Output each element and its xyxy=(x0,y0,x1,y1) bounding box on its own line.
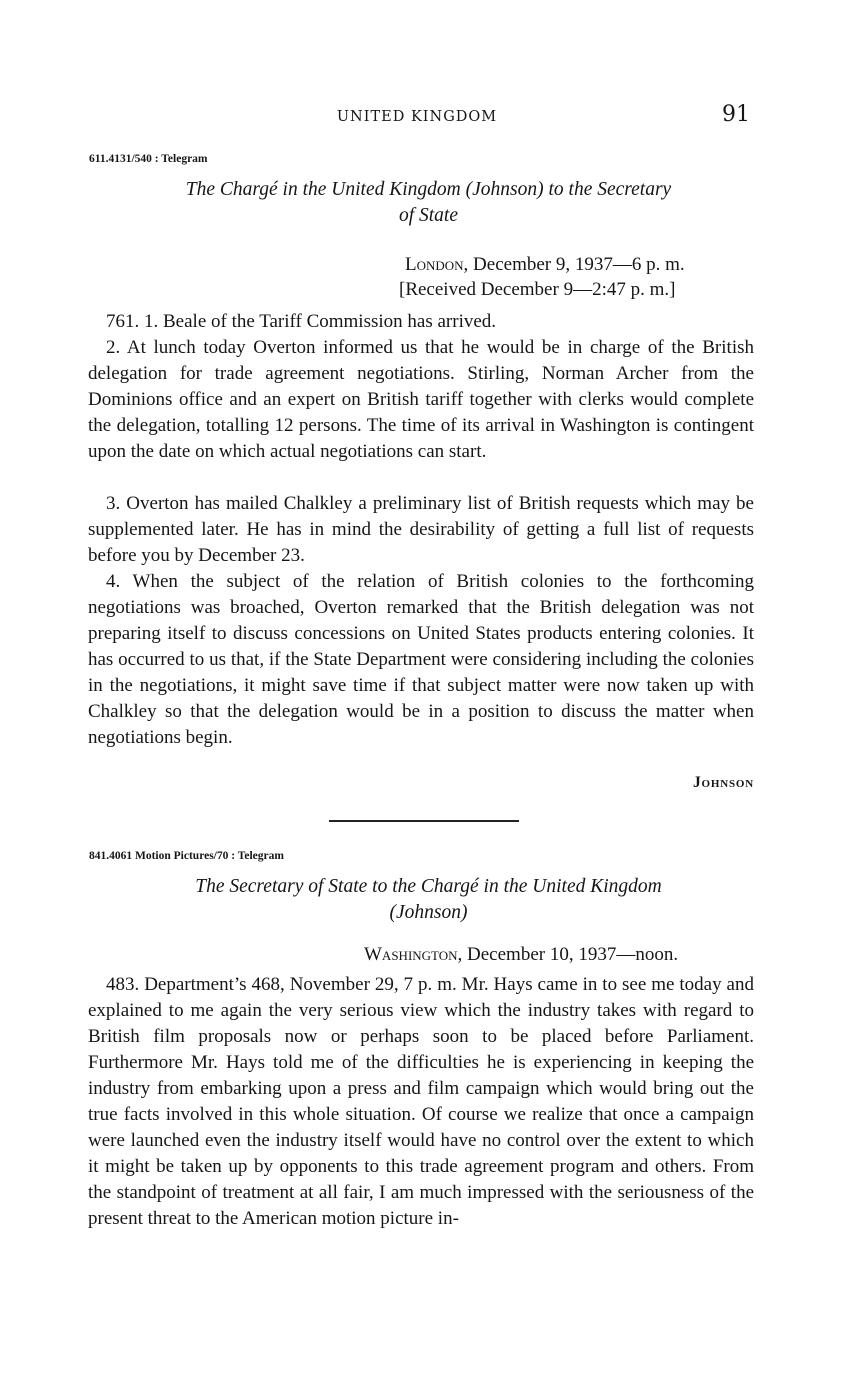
dateline-date: , December 9, 1937—6 p. m. xyxy=(463,254,685,275)
document-title-line: The Chargé in the United Kingdom (Johnson) to the Secretary xyxy=(185,179,672,200)
paragraph: 4. When the subject of the relation of British colonies to the forthcoming negotiations was broached, Overton remarked that the British delegation was not preparing itself to discuss concessions on United States products entering colonies. It has occurred to us that, if the State Department were considering including the colonies in the negotiations, it might save time if that subject matter were now taken up with Chalkley so that the delegation would be in a position to discuss the matter when negotiations begin. xyxy=(88,571,754,748)
running-head xyxy=(0,102,864,130)
document-title-line: The Secretary of State to the Chargé in the United Kingdom xyxy=(195,876,662,897)
signature: Johnson xyxy=(692,774,754,791)
dateline-place: London xyxy=(405,254,464,275)
file-reference: 611.4131/540 : Telegram xyxy=(89,153,208,165)
dateline xyxy=(364,942,678,967)
running-head-title: UNITED KINGDOM xyxy=(336,109,498,125)
file-reference: 841.4061 Motion Pictures/70 : Telegram xyxy=(89,850,284,862)
document-title-line: (Johnson) xyxy=(389,902,468,923)
paragraph: 3. Overton has mailed Chalkley a preliminary list of British requests which may be supplemented later. He has in mind the desirability of getting a full list of requests before you by December 23. xyxy=(88,493,754,566)
dateline xyxy=(405,252,685,277)
dateline-date: , December 10, 1937—noon. xyxy=(457,944,679,965)
document-title xyxy=(96,177,761,229)
dateline-place: Washington xyxy=(364,944,458,965)
received-line: [Received December 9—2:47 p. m.] xyxy=(399,279,676,300)
section-divider xyxy=(329,820,519,822)
document-title-line: of State xyxy=(398,205,459,226)
page-number: 91 xyxy=(722,102,750,127)
paragraph: 483. Department’s 468, November 29, 7 p. m. Mr. Hays came in to see me today and explained to me again the very serious view which the industry takes with regard to British film proposals now or perhaps soon to be placed before Parliament. Furthermore Mr. Hays told me of the difficulties he is experiencing in keeping the industry from embarking upon a press and film campaign which would bring out the true facts involved in this whole situation. Of course we realize that once a campaign were launched even the industry itself would have no control over the extent to which it might be taken up by opponents to this trade agreement program and others. From the standpoint of treatment at all fair, I am much impressed with the seriousness of the present threat to the American motion picture in- xyxy=(88,974,754,1229)
paragraph: 2. At lunch today Overton informed us that he would be in charge of the British delegation for trade agreement negotiations. Stirling, Norman Archer from the Dominions office and an expert on British tariff together with clerks would complete the delegation, totalling 12 persons. The time of its arrival in Washington is contingent upon the date on which actual negotiations can start. xyxy=(88,337,754,462)
document-title xyxy=(96,874,761,926)
paragraph: 761. 1. Beale of the Tariff Commission has arrived. xyxy=(106,311,497,332)
